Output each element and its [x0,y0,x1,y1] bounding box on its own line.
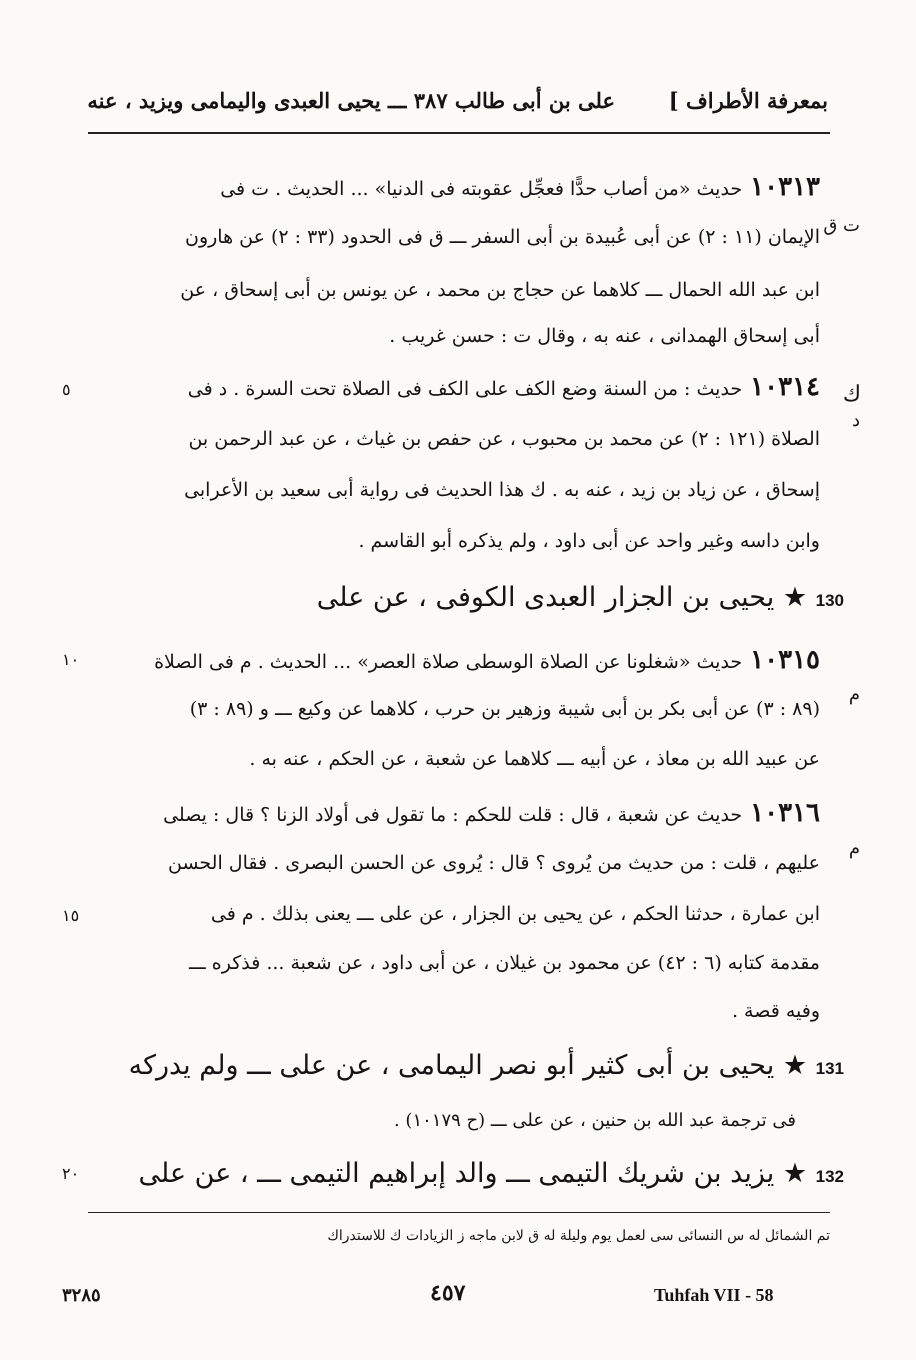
margin-mark: ك [842,382,861,407]
hadith-10316-line-1: ١٠٣١٦حديث عن شعبة ، قال : قلت للحكم : ما تقول فى أولاد الزنا ؟ قال : يصلى [163,798,820,828]
running-header-title: على بن أبى طالب ٣٨٧ ـــ يحيى العبدى واليمامى ويزيد ، عنه [87,88,615,113]
hadith-number: ١٠٣١٥ [750,645,820,675]
hadith-10313-line-3: ابن عبد الله الحمال ـــ كلاهما عن حجاج بن محمد ، عن يونس بن أبى إسحاق ، عن [180,279,820,301]
line-number: ١٠ [62,650,80,669]
page-number: ٤٥٧ [430,1280,466,1306]
hadith-10316-line-5: وفيه قصة . [731,1000,820,1022]
line-number: ٢٠ [62,1164,80,1183]
hadith-10314-line-4: وابن داسه وغير واحد عن أبى داود ، ولم يذكره أبو القاسم . [358,530,820,552]
hadith-10314-line-2: الصلاة (١٢١ : ٢) عن محمد بن محبوب ، عن حفص بن غياث ، عن عبد الرحمن بن [188,428,820,450]
hadith-10314-line-3: إسحاق ، عن زياد بن زيد ، عنه به . ك هذا الحديث فى رواية أبى سعيد بن الأعرابى [184,479,820,501]
abbreviations-footnote: تم الشمائل له س النسائى سى لعمل يوم وليلة له ق لابن ماجه ز الزيادات ك للاستدراك [327,1228,830,1244]
hadith-10315-line-2: (٨٩ : ٣) عن أبى بكر بن أبى شيبة وزهير بن حرب ، كلاهما عن وكيع ـــ و (٨٩ : ٣) [189,698,820,720]
hadith-10316-line-2: عليهم ، قلت : من حديث من يُروى ؟ قال : يُروى عن الحسن البصرى . فقال الحسن [168,852,820,874]
margin-note: م [848,684,860,705]
hadith-number: ١٠٣١٣ [750,172,820,202]
footnote-rule [88,1212,830,1213]
narrator-section-132: 132 ★ يزيد بن شريك التيمى ـــ والد إبراهيم التيمى ـــ ، عن على [138,1158,844,1189]
hadith-10315-line-3: عن عبيد الله بن معاذ ، عن أبيه ـــ كلاهما عن شعبة ، عن الحكم ، عنه به . [249,748,820,770]
margin-note: د [851,410,860,431]
hadith-10313-line-4: أبى إسحاق الهمدانى ، عنه به ، وقال ت : حسن غريب . [389,325,820,347]
section-131-note: فى ترجمة عبد الله بن حنين ، عن على ـــ (ح ١٠١٧٩) . [393,1110,796,1131]
line-number: ١٥ [62,906,80,925]
hadith-10316-line-4: مقدمة كتابه (٦ : ٤٢) عن محمود بن غيلان ، عن أبى داود ، عن شعبة ... فذكره ـــ [189,952,820,974]
hadith-10316-line-3: ابن عمارة ، حدثنا الحكم ، عن يحيى بن الجزار ، عن على ـــ يعنى بذلك . م فى [210,903,820,925]
hadith-number: ١٠٣١٤ [750,372,820,402]
volume-label: Tuhfah VII - 58 [654,1285,774,1305]
hadith-10314-line-1: ١٠٣١٤حديث : من السنة وضع الكف على الكف فى الصلاة تحت السرة . د فى [187,372,820,402]
hadith-10313-line-1: ١٠٣١٣حديث «من أصاب حدًّا فعجِّل عقوبته فى الدنيا» ... الحديث . ت فى [220,172,820,202]
margin-note: م [848,838,860,859]
hadith-10313-line-2: الإيمان (١١ : ٢) عن أبى عُبيدة بن أبى السفر ـــ ق فى الحدود (٣٣ : ٢) عن هارون [184,226,820,248]
margin-note: ت ق [823,215,860,236]
narrator-section-130: 130 ★ يحيى بن الجزار العبدى الكوفى ، عن على [316,582,844,613]
running-header-section: بمعرفة الأطراف ] [668,88,828,113]
hadith-number: ١٠٣١٦ [750,798,820,828]
hadith-10315-line-1: ١٠٣١٥حديث «شغلونا عن الصلاة الوسطى صلاة العصر» ... الحديث . م فى الصلاة [154,645,820,675]
line-number: ٥ [62,380,71,399]
header-rule [88,132,830,134]
serial-number: ٣٢٨٥ [62,1285,101,1306]
narrator-section-131: 131 ★ يحيى بن أبى كثير أبو نصر اليمامى ، عن على ـــ ولم يدركه [128,1050,844,1081]
